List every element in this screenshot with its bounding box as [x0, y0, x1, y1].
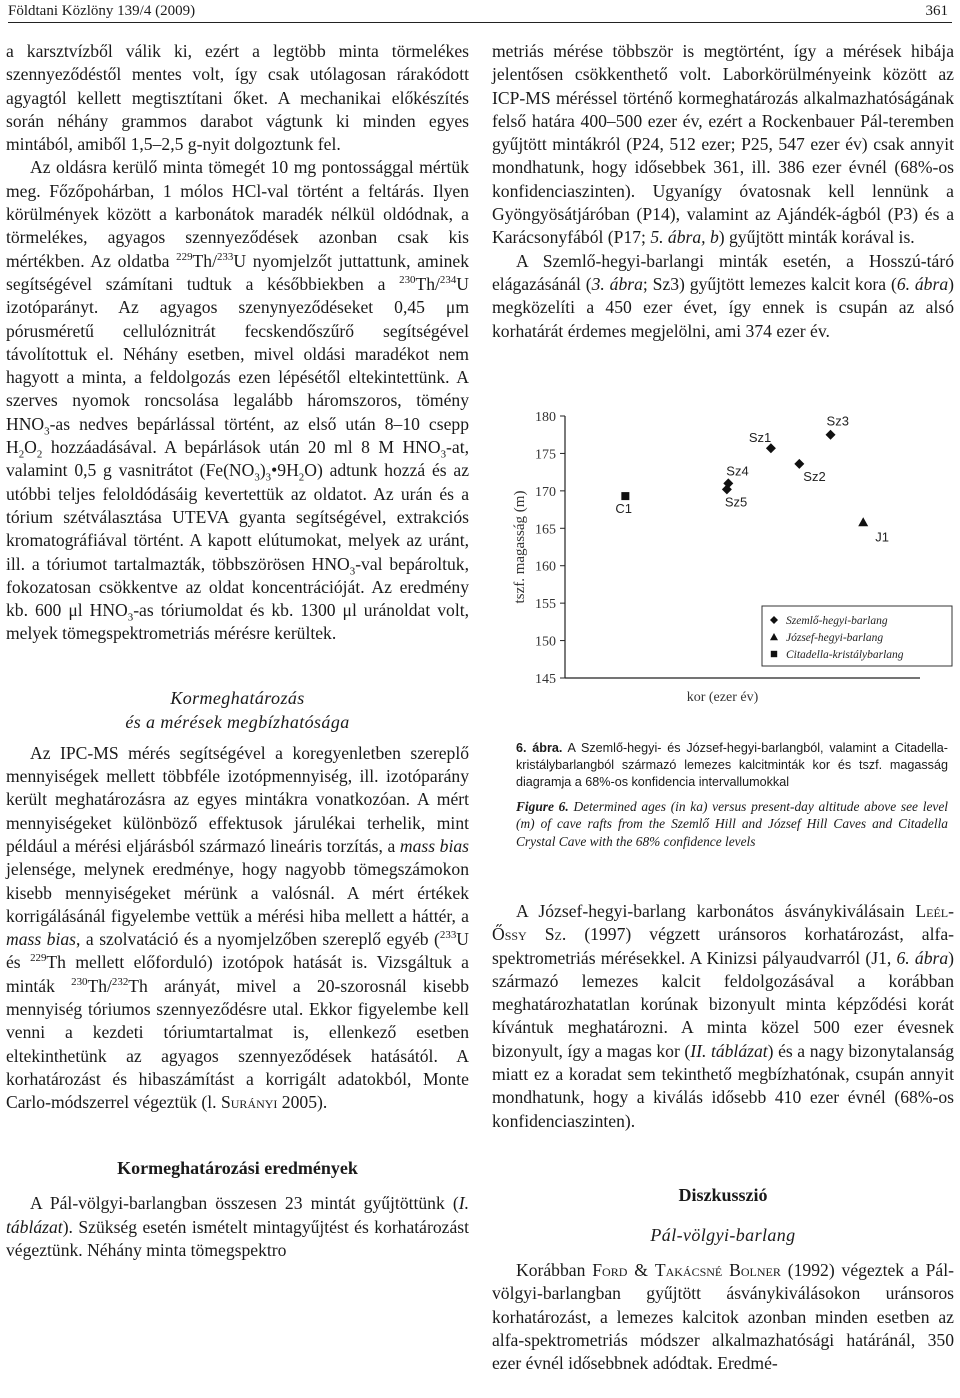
caption-en: Figure 6. Determined ages (in ka) versus present-day altitude above see level (m) of cave rafts from the Szemlő Hill and József Hill Caves and Citadella Crystal Cave with the 68% confidence levels: [516, 798, 948, 849]
legend-marker-square: [771, 651, 777, 657]
point-label-j1: J1: [875, 529, 889, 545]
point-label-sz2: Sz2: [803, 468, 826, 484]
caption-hu: 6. ábra. A Szemlő-hegyi- és József-hegyi-barlangból, valamint a Citadella-kristálybarlangból származó lemezes kalcitminták kor és tszf. magasság diagramja a 68%-os konfidencia intervallumokkal: [516, 741, 948, 790]
paragraph: metriás mérése többször is megtörtént, így a mérések hibája jelentősen csökkenthető volt. Laborkörülményeink között az ICP-MS méréssel történő kormeghatározás alkalmazhatóságának felső határa 400–500 ezer év, ezért a Rockenbauer Pál-teremben gyűjtött mintákról (P24, 512 ezer; P25, 547 ezer év) csak annyit mondhatunk, hogy idősebbek 361, ill. 386 ezer évnél (68%-os konfidenciaszinten). Ugyanígy óvatosnak kell lennünk a Gyöngyösátjáróban (P14), valamint az Ajándék-ágból (P3) és a Karácsonyfából (P17; 5. ábra, b) gyűjtött minták korával is.: [492, 41, 954, 248]
section-heading: Kormeghatározási eredmények: [117, 1158, 358, 1179]
data-point-c1: [621, 492, 629, 500]
section-heading: Kormeghatározás: [170, 687, 305, 708]
legend-entry: Szemlő-hegyi-barlang: [786, 615, 888, 627]
point-label-sz1: Sz1: [748, 430, 772, 446]
left-column: [6, 40, 469, 1262]
right-column-top: [492, 40, 954, 343]
paragraph: Az IPC-MS mérés segítségével a koregyenletben szereplő mennyiségek mellett többféle izotópmennyiség, ill. izotóparány került meghatározásra az egyes mintákra vonatkozóan. A mért mennyiségeket különböző effektusok járulékai terhelik, mint például a mérési eljárásból származó lineáris torzítás, a mass bias jelensége, melynek eredménye, hogy nagyobb tömegszámokon kisebb mennyiségeket mérünk a valósnál. A mért értékek korrigálásánál figyelembe vettük a mérési hiba mellett a háttér, a mass bias, a szolvatáció és a nyomjelzőben szereplő egyéb ($^{233}$U és $^{229}$Th mellett előforduló) izotópok hatását is. Vizsgáltuk a minták $^{230}$Th/$^{232}$Th arányát, mivel a 20-szorosnál kisebb mennyiség tóriumos szennyeződésre utal. Ekkor figyelembe kell venni a kezdeti tóriumtartalmat is, ellenkező esetben eltekinthetünk az agyagos szennyeződések hatásától. A korhatározást és hibaszámítást a korrigált adatokból, Monte Carlo-módszerrel végeztük (l. Surányi 2005).: [6, 742, 469, 1113]
subsection-heading: Pál-völgyi-barlang: [650, 1224, 796, 1245]
right-column-bottom: [492, 900, 954, 1375]
y-tick-label: 180: [535, 410, 556, 425]
paragraph: A József-hegyi-barlang karbonátos ásványkiválásain Leél-Őssy Sz. (1997) végzett uránsoros korhatározást, alfa-spektrometriás mérésekkel. A Kinizsi pályaudvarról (J1, 6. ábra) származó lemezes kalcit feldolgozásával a korábban meghatározhatatlan korúnak bizonyult minta képződési korát kívántuk meghatározni. A minta közel 500 ezer évesnek bizonyult, így a magas kor (II. táblázat) és a nagy bizonytalanság miatt ez a koradat sem tekinthető megbízhatónak, csupán annyit mondhatunk, hogy a kiválás idősebb 410 ezer évnél (68%-os konfidenciaszinten).: [492, 901, 954, 1131]
y-tick-label: 150: [535, 634, 556, 650]
point-label-sz3: Sz3: [826, 413, 849, 429]
y-tick-label: 170: [535, 484, 556, 500]
point-label-sz4: Sz4: [726, 463, 749, 479]
paragraph: Az oldásra kerülő minta tömegét 10 mg pontossággal mértük meg. Főzőpohárban, 1 mólos HCl-val történt a feltárás. Ilyen körülmények között a karbonátok maradék nélkül oldódnak, a törmelékes, agyagos szennyeződések azonban csak kis mértékben. Az oldatba $^{229}$Th/$^{233}$U nyomjelzőt juttattunk, aminek segítségével számítani tudtuk a későbbiekben a $^{230}$Th/$^{234}$U izotóparányt. Az agyagos szenynyeződéseket 0,45 μm pórusméretű cellulóznitrát fecskendőszűrő segítségével távolítottuk el. Néhány esetben, mivel oldási maradékot nem hagyott a minta, a feldolgozás ezen lépésétől eltekintettünk. A szerves nyomok roncsolása legalább háromszoros, tömény $HNO_3-as$ nedves bepárlással történt, az első után 8–10 csepp $H_2O_2$ hozzáadásával. A bepárlások után 20 ml 8 M $HNO_3-at$, valamint 0,5 g vasnitrátot $(Fe(NO_3)_3•9H_2O)$ adtunk hozzá és az utóbbi teljes feloldódásáig kevertettük az oldatot. Az urán és a tórium szétválasztása UTEVA gyanta segítségével, extrakciós kromatográfiával történt. A kapott elútumokat, melyek az uránt, ill. a tóriumot tartalmazták, többszörösen $HNO_3$-val bepároltuk, fokozatosan csökkentve az oldat koncentrációját. Az eredmény kb. 600 μl $HNO_3-as$ tóriumoldat és kb. 1300 μl uránoldat volt, melyek tömegspektrometriás mérésre kerültek.: [6, 157, 470, 644]
paragraph: A Szemlő-hegyi-barlangi minták esetén, a Hosszú-táró elágazásánál (3. ábra; Sz3) gyűjtött lemezes kalcit kora (6. ábra) megközelíti a 450 ezer évet, így ennek is csupán az alsó korhatárát érdemes megjelölni, ami 374 ezer év.: [492, 250, 954, 341]
y-tick-label: 145: [535, 672, 556, 687]
data-point-sz2: [794, 459, 804, 469]
legend-entry: József-hegyi-barlang: [786, 632, 884, 644]
journal-title: Földtani Közlöny 139/4 (2009): [8, 3, 196, 19]
scatter-chart: [500, 400, 960, 730]
y-tick-label: 155: [535, 597, 556, 613]
section-heading: és a mérések megbízhatósága: [125, 711, 350, 732]
paragraph: a karsztvízből válik ki, ezért a legtöbb minta törmelékes szennyeződéstől mentes volt, így csak utólagosan rárakódott agyagtól kellett megtisztítani őket. A mechanikai előkészítés során néhány grammos darabot vágtunk ki minden egyes mintából, amiből 1,5–2,5 g-nyit dolgoztunk fel.: [6, 41, 469, 155]
point-label-sz5: Sz5: [724, 494, 748, 510]
data-point-j1: [858, 517, 868, 526]
x-axis-label: kor (ezer év): [686, 690, 759, 705]
data-point-sz3: [826, 430, 836, 440]
paragraph: A Pál-völgyi-barlangban összesen 23 mintát gyűjtöttünk (I. táblázat). Szükség esetén ismételt mintagyűjtést és korhatározást végeztünk. Néhány minta tömegspektro: [6, 1193, 469, 1261]
running-header: [8, 0, 952, 23]
y-axis-label: tszf. magasság (m): [512, 490, 528, 604]
paragraph: Korábban Ford & Takácsné Bolner (1992) végeztek a Pál-völgyi-barlangban gyűjtött ásványkiválásokon uránsoros korhatározást, a lemezes kalcitok azonban minden esetben az alfa-spektrometriás módszer alkalmazhatósági határánál, 350 ezer évnél idősebbnek adódtak. Eredmé-: [492, 1259, 954, 1374]
figure-6: [500, 400, 960, 730]
y-tick-label: 165: [535, 522, 556, 538]
figure-caption: [516, 740, 948, 850]
y-tick-label: 175: [535, 447, 556, 463]
section-heading: Diszkusszió: [678, 1184, 768, 1205]
page-number: 361: [925, 3, 948, 19]
y-tick-label: 160: [535, 559, 556, 575]
point-label-c1: C1: [615, 501, 632, 517]
legend-entry: Citadella-kristálybarlang: [786, 649, 904, 661]
